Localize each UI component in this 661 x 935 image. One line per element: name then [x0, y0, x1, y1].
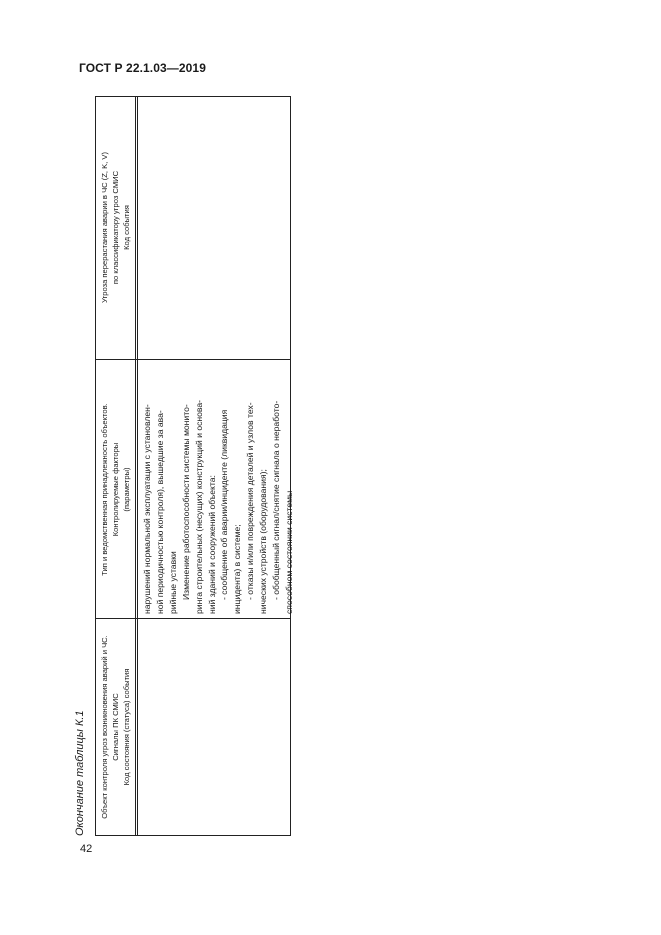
body-cell-type [141, 363, 296, 614]
table-caption: Окончание таблицы К.1 [74, 710, 86, 836]
header-line: (параметры) [122, 467, 131, 512]
column-divider-1 [96, 618, 290, 619]
body-line: - отказы и/или повреждения деталей и узлов тех- [245, 402, 256, 600]
data-table [95, 96, 294, 836]
header-cell-object [99, 621, 137, 833]
header-line: Объект контроля угроз возникновения аварий и ЧС. [100, 635, 109, 819]
header-line: по классификатору угроз СМИС [111, 170, 120, 285]
body-line: ной периодичностью контроля), вышедшие за ава- [154, 410, 165, 614]
header-cell-threat [99, 97, 137, 358]
body-line: - обобщенный сигнал/снятие сигнала о неработо- [271, 400, 282, 600]
body-line: рийные уставки [167, 551, 178, 614]
header-cell-type [99, 362, 137, 617]
body-line: нарушений нормальной эксплуатации с установлен- [142, 404, 152, 614]
header-line: Контролируемые факторы [111, 442, 120, 537]
column-divider-2 [96, 359, 290, 360]
header-line: Код состояния (статуса) события [122, 668, 131, 786]
body-line: способном состоянии системы [283, 490, 294, 614]
body-line: нических устройств (оборудования); [258, 469, 269, 614]
body-line: ринга строительных (несущих) конструкций и основа- [193, 399, 204, 614]
body-line: Изменение работоспособности системы монито- [180, 404, 191, 600]
header-line: Код события [122, 205, 131, 250]
header-line: Угроза перерастания аварии в ЧС (Z, K, V) [100, 152, 109, 304]
body-line: ний зданий и сооружений объекта: [206, 475, 217, 614]
document-code-header: ГОСТ Р 22.1.03—2019 [79, 61, 206, 75]
rotated-table-block [74, 94, 292, 836]
body-line: инцидента) в системе; [232, 524, 243, 614]
header-line: Сигналы ПК СМИС [111, 693, 120, 761]
header-line: Тип и ведомственная принадлежность объектов. [100, 403, 109, 576]
body-line: - сообщение об аварии/инциденте (ликвидация [219, 409, 230, 600]
page-number: 42 [80, 843, 93, 855]
